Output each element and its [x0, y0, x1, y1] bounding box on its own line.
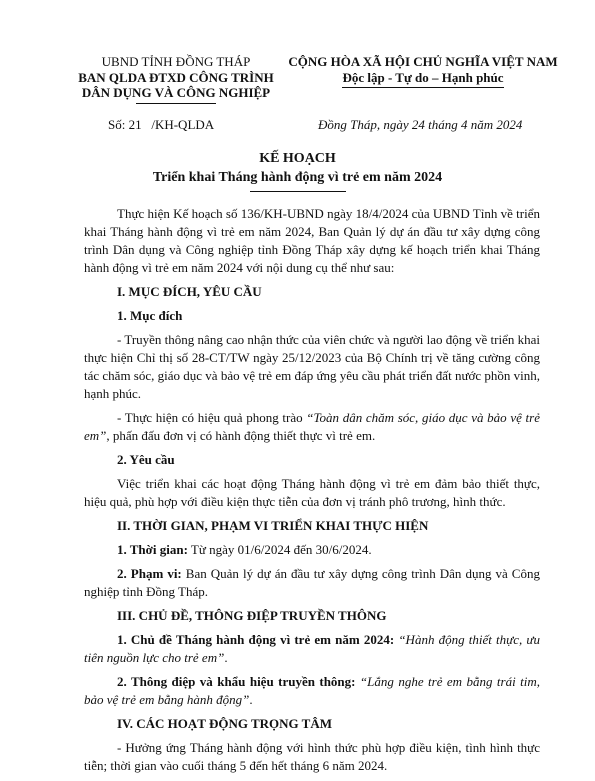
theme-label: 1. Chủ đề Tháng hành động vì trẻ em năm 2024: [117, 632, 395, 647]
section-4-paragraph-1: - Hưởng ứng Tháng hành động với hình thức phù hợp điều kiện, tình hình thực tiễn; thời gian vào cuối tháng 5 đến hết tháng 6 năm 2024. [84, 740, 540, 773]
paragraph-text: - Thực hiện có hiệu quả phong trào [117, 410, 307, 425]
nation-name: CỘNG HÒA XÃ HỘI CHỦ NGHĨA VIỆT NAM [288, 54, 558, 69]
national-motto: Độc lập - Tự do – Hạnh phúc [342, 70, 503, 88]
time-text: Từ ngày 01/6/2024 đến 30/6/2024. [187, 542, 372, 557]
scope-label: 2. Phạm vi: [117, 566, 182, 581]
national-title-block [282, 54, 564, 88]
title-underline [250, 191, 346, 192]
place-and-date: Đồng Tháp, ngày 24 tháng 4 năm 2024 [318, 117, 523, 132]
document-body [84, 205, 540, 781]
section-1-heading: I. MỤC ĐÍCH, YÊU CẦU [117, 284, 262, 299]
province-name: UBND TỈNH ĐỒNG THÁP [101, 54, 251, 69]
intro-paragraph: Thực hiện Kế hoạch số 136/KH-UBND ngày 18/4/2024 của UBND Tỉnh về triển khai Tháng hành động vì trẻ em năm 2024, Ban Quản lý dự án đầu tư xây dựng công trình Dân dụng và Công nghiệp tỉnh Đồng Tháp xây dựng kế hoạch triển khai Tháng hành động vì trẻ em năm 2024 với nội dung cụ thể như sau: [84, 206, 540, 275]
section-4-heading: IV. CÁC HOẠT ĐỘNG TRỌNG TÂM [117, 716, 333, 731]
section-1-2-paragraph: Việc triển khai các hoạt động Tháng hành động vì trẻ em đảm bảo thiết thực, hiệu quả, phù hợp với điều kiện thực tiễn của đơn vị tránh phô trương, hình thức. [84, 476, 540, 509]
message-end: . [249, 692, 253, 707]
board-name-line1: BAN QLDA ĐTXD CÔNG TRÌNH [78, 69, 274, 85]
movement-quote: “Toàn dân chăm sóc, giáo dục và bảo vệ trẻ em” [84, 410, 540, 443]
board-name-line2: DÂN DỤNG VÀ CÔNG NGHIỆP [81, 85, 271, 100]
paragraph-text: , phấn đấu đơn vị có hành động thiết thực vì trẻ em. [106, 428, 376, 443]
section-2-1-paragraph [84, 541, 540, 559]
section-3-heading: III. CHỦ ĐỀ, THÔNG ĐIỆP TRUYỀN THÔNG [117, 608, 387, 623]
theme-end: . [224, 650, 228, 665]
section-1-1-paragraph-1: - Truyền thông nâng cao nhận thức của viên chức và người lao động về triển khai thực hiện Chỉ thị số 28-CT/TW ngày 25/12/2023 của Bộ Chính trị về tăng cường công tác chăm sóc, giáo dục và bảo vệ trẻ em đáp ứng yêu cầu phát triển đất nước phồn vinh, hạnh phúc. [84, 332, 540, 401]
section-3-2-paragraph [84, 673, 540, 709]
time-label: 1. Thời gian: [117, 542, 188, 557]
issuing-agency-block [68, 54, 284, 101]
section-2-heading: II. THỜI GIAN, PHẠM VI TRIỂN KHAI THỰC HIỆN [117, 518, 429, 533]
document-number: Số: 21 /KH-QLDA [108, 117, 215, 132]
message-label: 2. Thông điệp và khẩu hiệu truyền thông: [117, 674, 356, 689]
document-subject-title: Triển khai Tháng hành động vì trẻ em năm 2024 [152, 170, 443, 185]
theme-quote: “Hành động thiết thực, ưu tiên nguồn lực cho trẻ em” [84, 632, 540, 665]
document-type-title: KẾ HOẠCH [259, 151, 336, 166]
section-3-1-paragraph [84, 631, 540, 667]
agency-underline [136, 103, 216, 104]
section-1-2-heading: 2. Yêu cầu [117, 452, 175, 467]
section-1-1-paragraph-2 [84, 409, 540, 445]
scope-text: Ban Quản lý dự án đầu tư xây dựng công trình Dân dụng và Công nghiệp tỉnh Đồng Tháp. [84, 566, 540, 599]
section-2-2-paragraph [84, 565, 540, 601]
message-quote: “Lắng nghe trẻ em bằng trái tim, bảo vệ trẻ em bằng hành động” [84, 674, 540, 707]
section-1-1-heading: 1. Mục đích [117, 308, 183, 323]
